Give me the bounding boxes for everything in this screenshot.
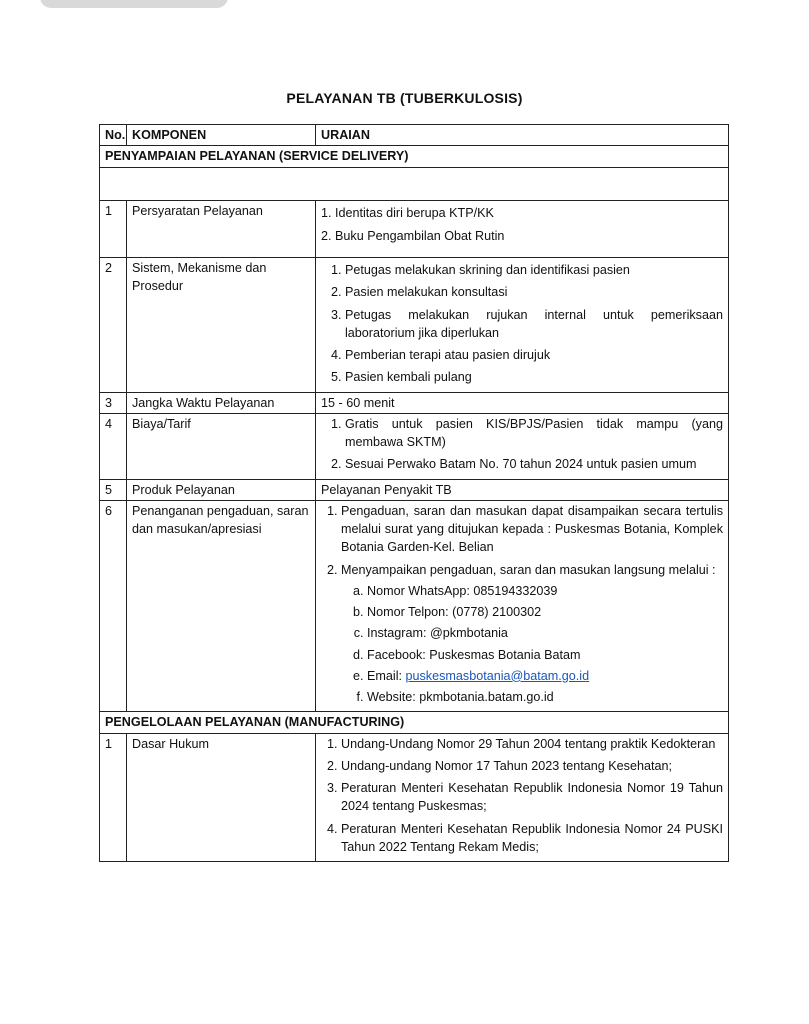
row-uraian bbox=[316, 200, 729, 258]
list-item: 2. Sesuai Perwako Batam No. 70 tahun 2024 untuk pasien umum bbox=[345, 455, 723, 473]
row-komponen: Persyaratan Pelayanan bbox=[127, 200, 316, 258]
contact-facebook: d. Facebook: Puskesmas Botania Batam bbox=[367, 646, 723, 664]
list-item: 1. Undang-Undang Nomor 29 Tahun 2004 tentang praktik Kedokteran bbox=[341, 735, 723, 753]
list-item: 5. Pasien kembali pulang bbox=[345, 368, 723, 386]
row-uraian bbox=[316, 258, 729, 393]
row-uraian: Pelayanan Penyakit TB bbox=[316, 479, 729, 500]
table-row bbox=[100, 733, 729, 862]
list-item bbox=[341, 561, 723, 707]
contact-whatsapp: a. Nomor WhatsApp: 085194332039 bbox=[367, 582, 723, 600]
row-no: 4 bbox=[100, 413, 127, 479]
section-row-manufacturing bbox=[100, 712, 729, 733]
table-row bbox=[100, 500, 729, 712]
row-komponen: Sistem, Mekanisme dan Prosedur bbox=[127, 258, 316, 393]
list-item: 3. Petugas melakukan rujukan internal untuk pemeriksaan laboratorium jika diperlukan bbox=[345, 306, 723, 343]
document-title: PELAYANAN TB (TUBERKULOSIS) bbox=[286, 90, 523, 106]
row-uraian bbox=[316, 413, 729, 479]
header-uraian: URAIAN bbox=[316, 125, 729, 146]
service-table bbox=[99, 124, 729, 862]
row-komponen: Penanganan pengaduan, saran dan masukan/apresiasi bbox=[127, 500, 316, 712]
header-no: No. bbox=[100, 125, 127, 146]
header-komponen: KOMPONEN bbox=[127, 125, 316, 146]
email-label: Email: bbox=[367, 668, 406, 683]
list-item: 1. Pengaduan, saran dan masukan dapat disampaikan secara tertulis melalui surat yang ditujukan kepada : Puskesmas Botania, Komplek Botania Garden-Kel. Belian bbox=[341, 502, 723, 557]
table-row bbox=[100, 479, 729, 500]
spacer-row bbox=[100, 167, 729, 200]
list-item: 4. Pemberian terapi atau pasien dirujuk bbox=[345, 346, 723, 364]
row-no: 1 bbox=[100, 733, 127, 862]
row-komponen: Biaya/Tarif bbox=[127, 413, 316, 479]
section-title: PENGELOLAAN PELAYANAN (MANUFACTURING) bbox=[100, 712, 729, 733]
row-no: 1 bbox=[100, 200, 127, 258]
list-item: 2. Pasien melakukan konsultasi bbox=[345, 283, 723, 301]
row-no: 3 bbox=[100, 392, 127, 413]
row-no: 2 bbox=[100, 258, 127, 393]
row-komponen: Jangka Waktu Pelayanan bbox=[127, 392, 316, 413]
list-item: 3. Peraturan Menteri Kesehatan Republik Indonesia Nomor 19 Tahun 2024 tentang Puskesmas; bbox=[341, 779, 723, 816]
contact-phone: b. Nomor Telpon: (0778) 2100302 bbox=[367, 603, 723, 621]
section-title: PENYAMPAIAN PELAYANAN (SERVICE DELIVERY) bbox=[100, 146, 729, 167]
contact-email bbox=[367, 667, 723, 685]
list-item: 2. Undang-undang Nomor 17 Tahun 2023 tentang Kesehatan; bbox=[341, 757, 723, 775]
top-overlay-bar bbox=[40, 0, 228, 8]
list-item: 1. Identitas diri berupa KTP/KK bbox=[321, 205, 494, 220]
contact-instagram: c. Instagram: @pkmbotania bbox=[367, 624, 723, 642]
list-item: 1. Petugas melakukan skrining dan identifikasi pasien bbox=[345, 261, 723, 279]
row-komponen: Produk Pelayanan bbox=[127, 479, 316, 500]
table-row bbox=[100, 200, 729, 258]
contact-website: f. Website: pkmbotania.batam.go.id bbox=[367, 688, 723, 706]
contact-list bbox=[341, 582, 723, 707]
row-no: 5 bbox=[100, 479, 127, 500]
list-item-text: Menyampaikan pengaduan, saran dan masukan langsung melalui : bbox=[341, 562, 716, 577]
row-uraian bbox=[316, 500, 729, 712]
row-no: 6 bbox=[100, 500, 127, 712]
table-header-row bbox=[100, 125, 729, 146]
row-uraian bbox=[316, 733, 729, 862]
table-row bbox=[100, 392, 729, 413]
list-item: 4. Peraturan Menteri Kesehatan Republik Indonesia Nomor 24 PUSKI Tahun 2022 Tentang Rekam Medis; bbox=[341, 820, 723, 857]
list-item: 1. Gratis untuk pasien KIS/BPJS/Pasien tidak mampu (yang membawa SKTM) bbox=[345, 415, 723, 452]
section-row-service-delivery bbox=[100, 146, 729, 167]
row-uraian: 15 - 60 menit bbox=[316, 392, 729, 413]
table-row bbox=[100, 258, 729, 393]
row-komponen: Dasar Hukum bbox=[127, 733, 316, 862]
table-row bbox=[100, 413, 729, 479]
email-link[interactable]: puskesmasbotania@batam.go.id bbox=[405, 668, 590, 683]
list-item: 2. Buku Pengambilan Obat Rutin bbox=[321, 228, 505, 243]
